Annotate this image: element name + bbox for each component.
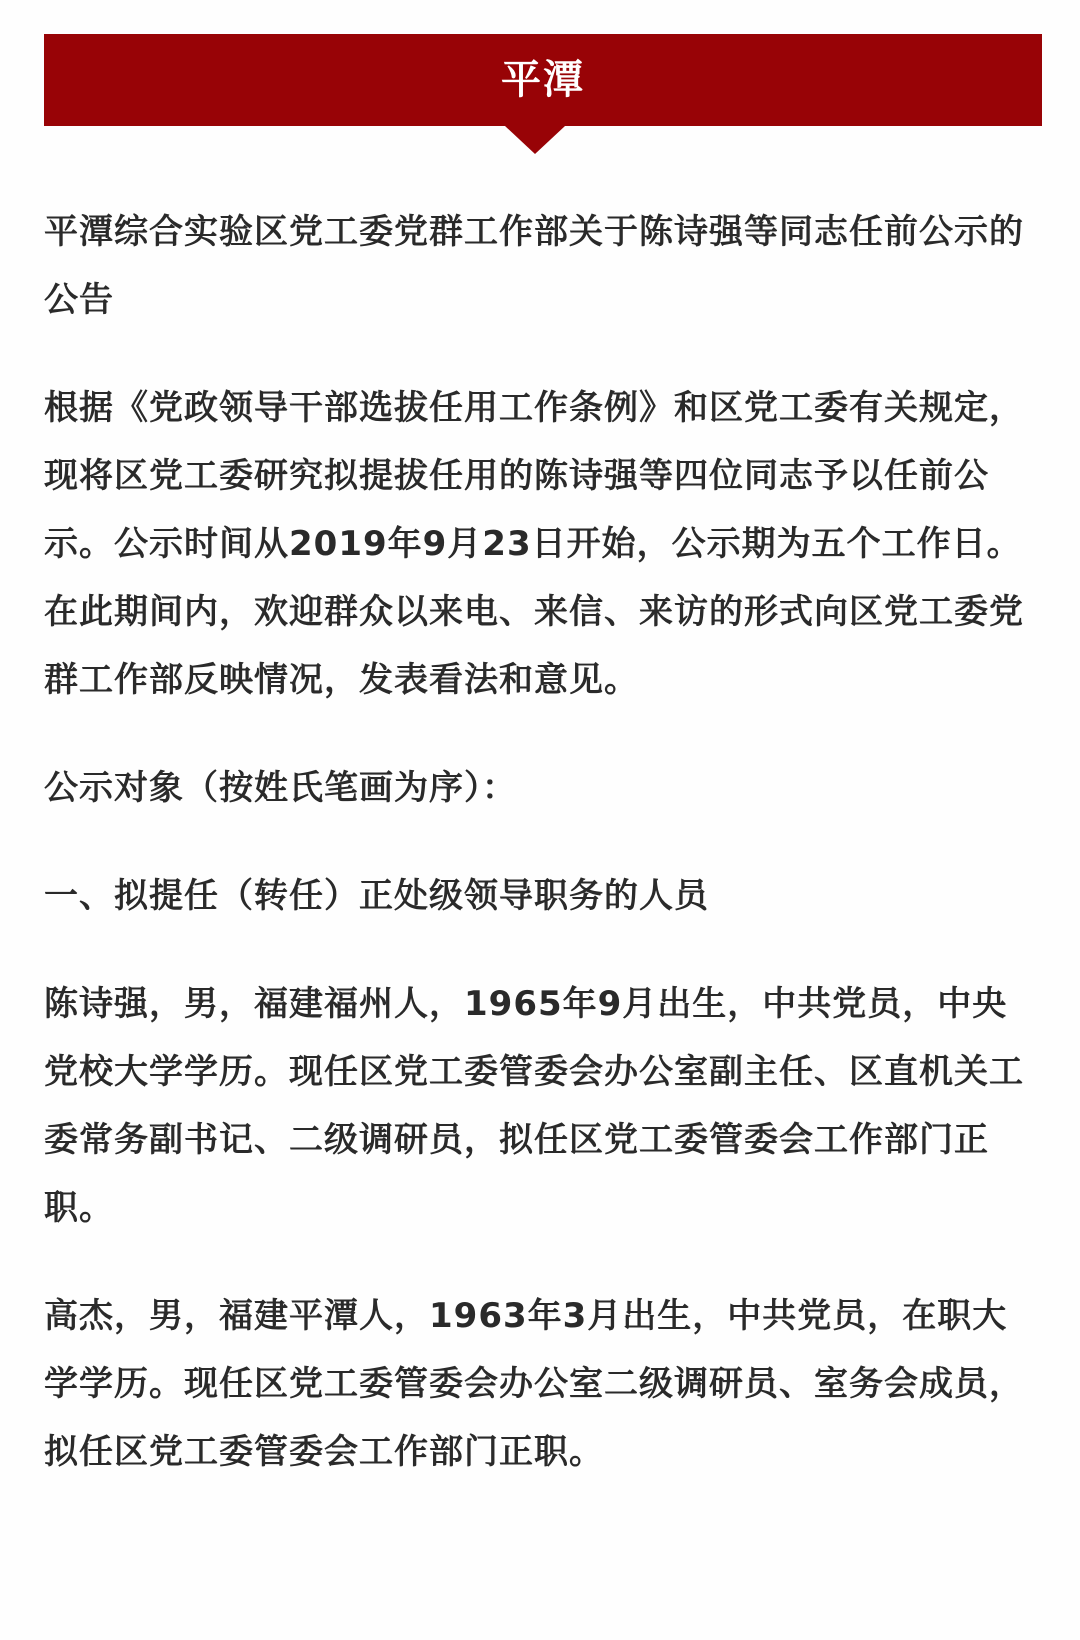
subjects-heading: 公示对象（按姓氏笔画为序）：	[44, 768, 517, 808]
article-headline: 平潭综合实验区党工委党群工作部关于陈诗强等同志任前公示的公告	[44, 212, 1024, 320]
header-banner	[44, 34, 1042, 126]
banner-notch	[505, 126, 565, 154]
candidate-paragraph: 高杰，男，福建平潭人，1963年3月出生，中共党员，在职大学学历。现任区党工委管委会办公室二级调研员、室务会成员，拟任区党工委管委会工作部门正职。	[44, 1296, 1024, 1472]
banner-title: 平潭	[501, 57, 585, 103]
article-body	[44, 198, 1030, 1486]
candidate-paragraph: 陈诗强，男，福建福州人，1965年9月出生，中共党员，中央党校大学学历。现任区党工委管委会办公室副主任、区直机关工委常务副书记、二级调研员，拟任区党工委管委会工作部门正职。	[44, 984, 1024, 1228]
article-intro: 根据《党政领导干部选拔任用工作条例》和区党工委有关规定，现将区党工委研究拟提拔任用的陈诗强等四位同志予以任前公示。公示时间从2019年9月23日开始，公示期为五个工作日。在此期间内，欢迎群众以来电、来信、来访的形式向区党工委党群工作部反映情况，发表看法和意见。	[44, 388, 1024, 700]
section-one-heading: 一、拟提任（转任）正处级领导职务的人员	[44, 876, 709, 916]
